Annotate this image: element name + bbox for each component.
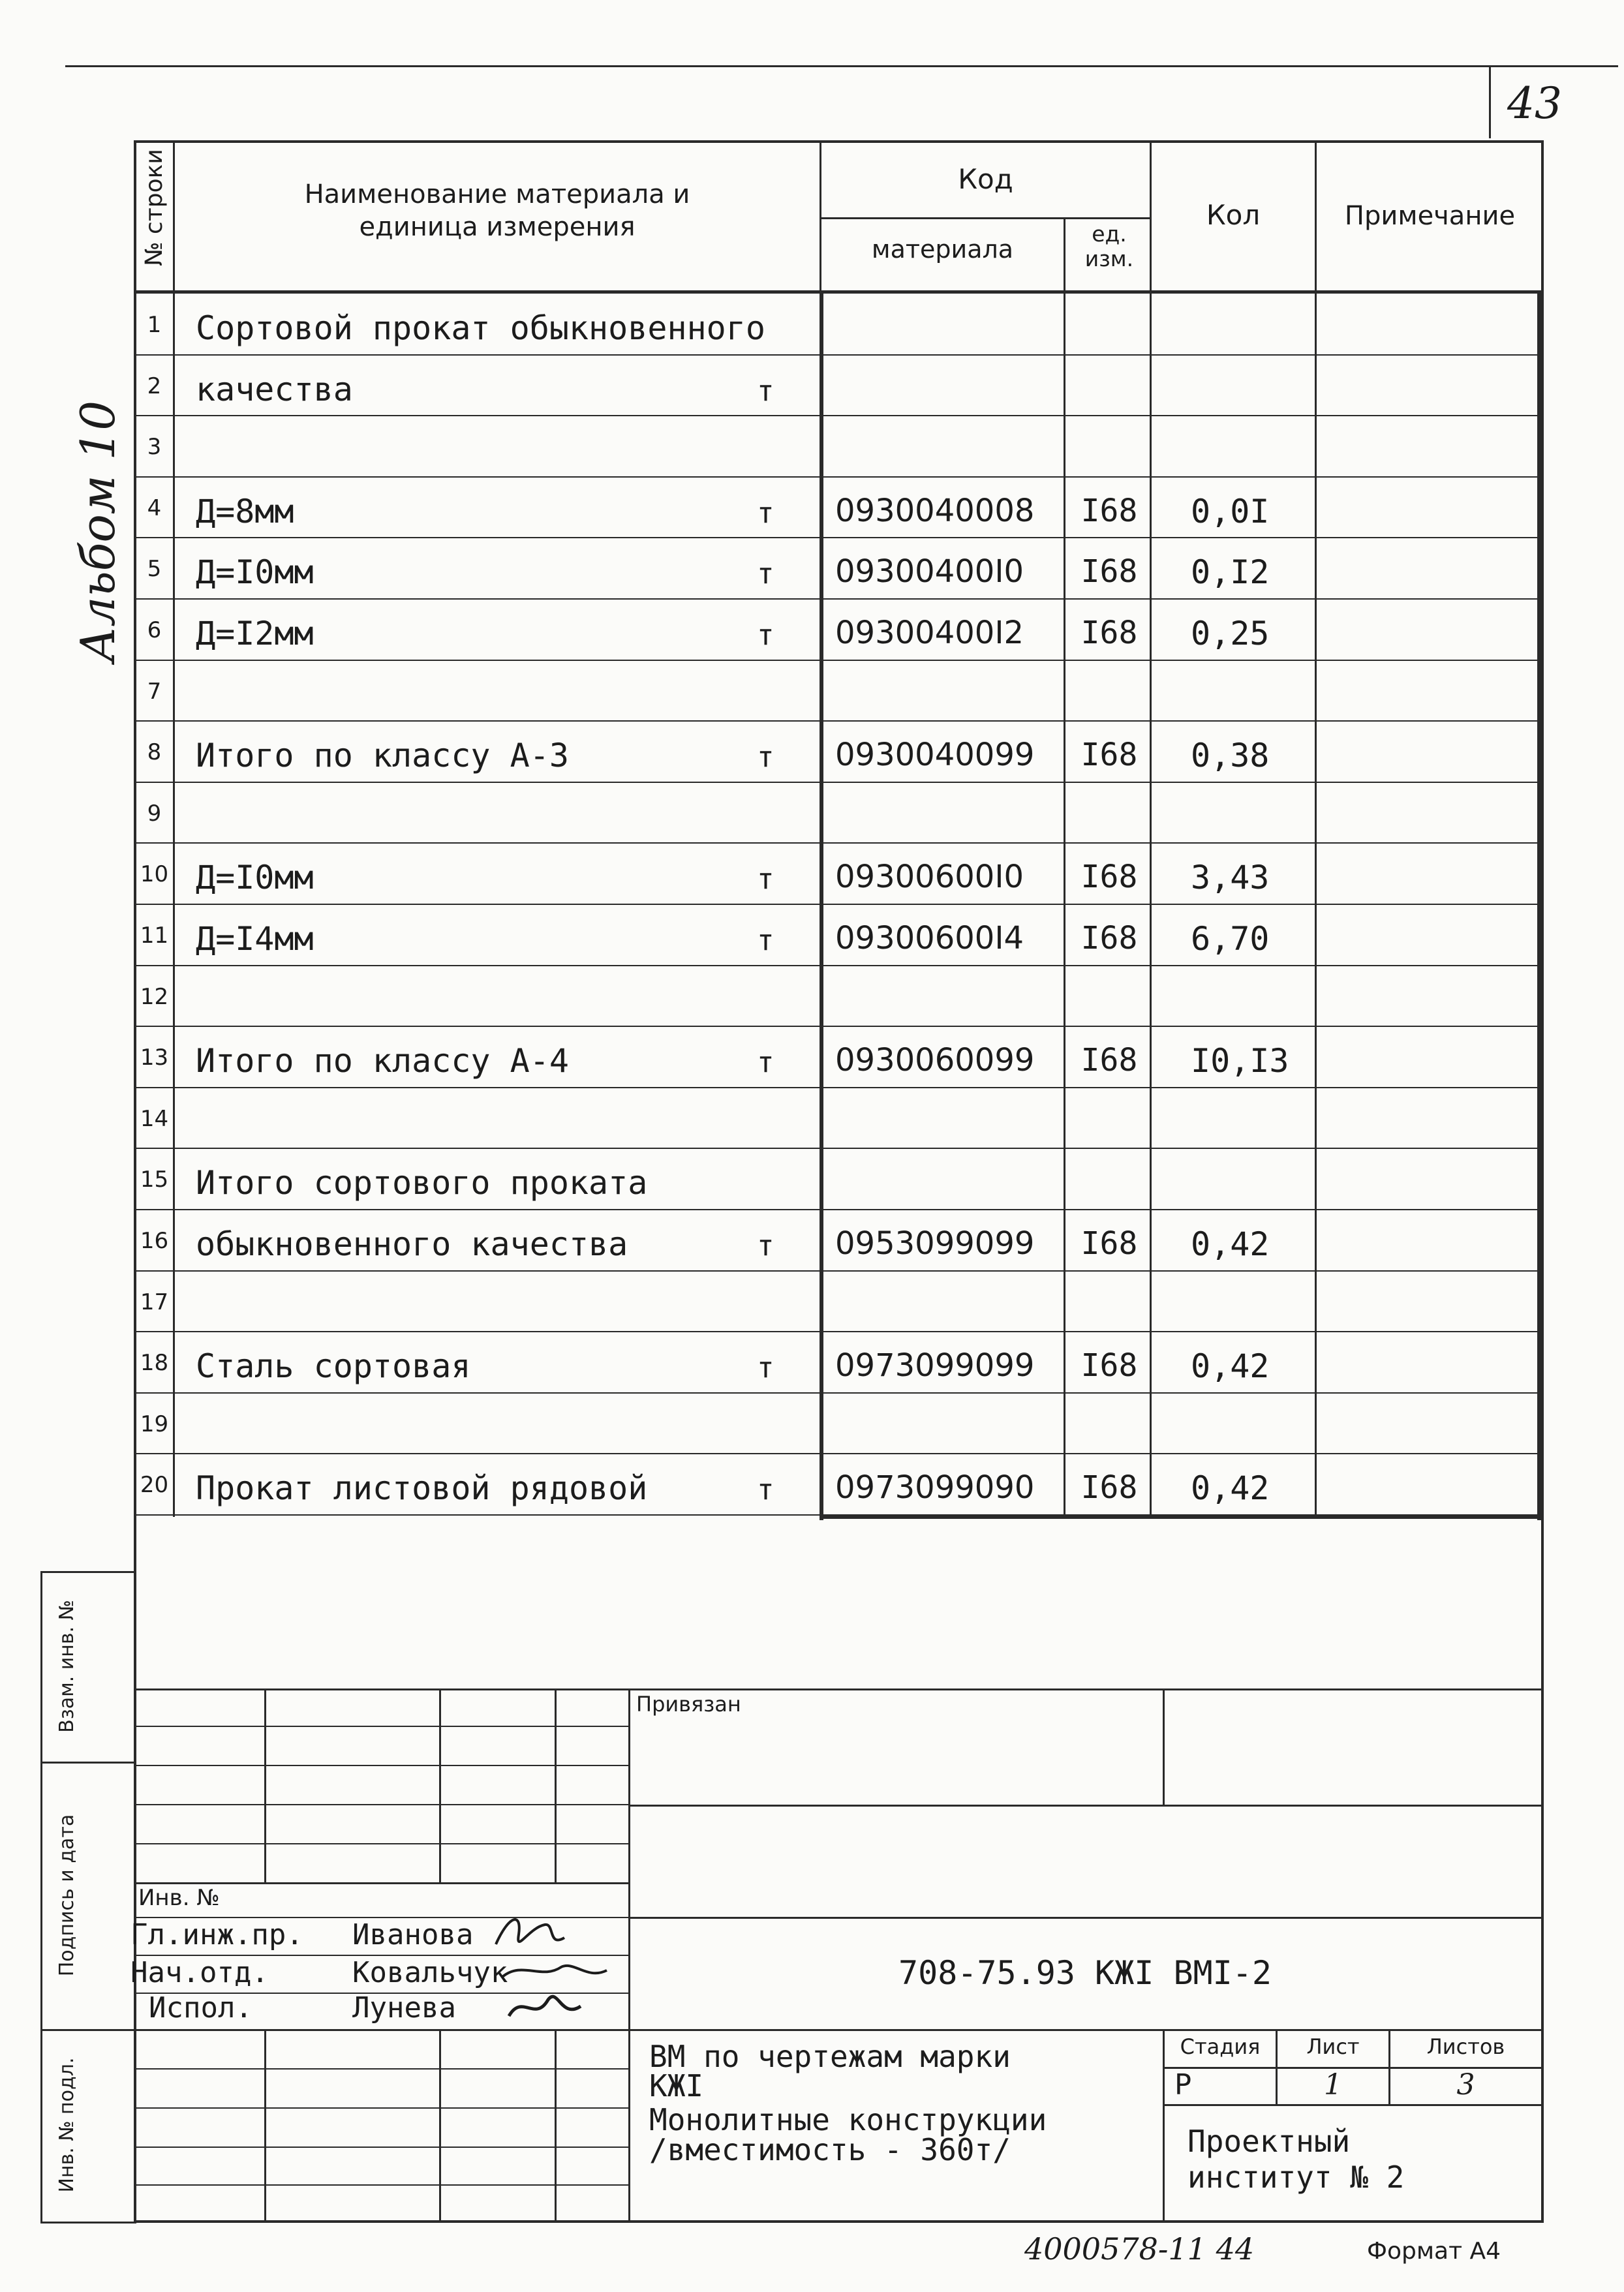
row-quantity: 0,I2 <box>1191 553 1270 591</box>
row-unit: т <box>757 863 774 896</box>
row-divider <box>134 965 1543 966</box>
row-number: 17 <box>140 1289 169 1315</box>
row-quantity: 0,42 <box>1191 1469 1270 1507</box>
row-unit: т <box>757 1046 774 1079</box>
row-quantity: 0,42 <box>1191 1347 1270 1385</box>
stamp-grid-v5 <box>439 2029 441 2222</box>
row-unit: т <box>757 1351 774 1384</box>
row-divider <box>134 415 1543 416</box>
stamp-grid-v3 <box>555 1688 557 1884</box>
header-quantity: Кол <box>1206 199 1261 231</box>
col-divider-rowno <box>173 140 175 1517</box>
organization-line2: институт № 2 <box>1187 2160 1405 2195</box>
row-divider <box>134 782 1543 783</box>
row-quantity: I0,I3 <box>1191 1042 1289 1080</box>
header-bottom-border <box>134 290 1543 294</box>
row-material-name: Итого сортового проката <box>196 1164 648 1202</box>
row-divider <box>134 354 1543 356</box>
stamp-grid-v2 <box>439 1688 441 1884</box>
privyazan-label: Привязан <box>636 1692 741 1717</box>
row-number: 2 <box>147 373 162 399</box>
row-unit-code: I68 <box>1080 493 1138 529</box>
side-strip-bottom <box>40 2222 135 2223</box>
row-unit: т <box>757 497 774 530</box>
stage-value: Р <box>1174 2068 1192 2101</box>
stamp-grid-h3 <box>134 1804 630 1805</box>
row-divider <box>134 1270 1543 1272</box>
stamp-right-border <box>1541 1563 1544 2223</box>
side-label-podpis: Подпись и дата <box>55 1814 78 1977</box>
row-divider <box>134 1209 1543 1210</box>
sheet-header: Лист <box>1306 2034 1360 2059</box>
row-divider <box>134 1453 1543 1454</box>
row-material-name: Итого по классу А-4 <box>196 1042 569 1080</box>
row-unit-code: I68 <box>1080 1042 1138 1078</box>
stamp-grid-h4 <box>134 1843 630 1844</box>
row-divider <box>134 1026 1543 1027</box>
row-divider <box>134 1331 1543 1332</box>
stamp-title-line2: КЖI <box>649 2068 704 2103</box>
row-unit-code: I68 <box>1080 1347 1138 1384</box>
row-material-code: 09300400I2 <box>835 615 1024 651</box>
stamp-left-border <box>134 1571 136 2223</box>
row-material-name: качества <box>196 371 353 408</box>
row-divider <box>134 537 1543 538</box>
row-divider <box>134 1087 1543 1088</box>
ispol-label: Испол. <box>149 1991 253 2025</box>
row-material-code: 09300400I0 <box>835 553 1024 590</box>
row-material-name: Д=I2мм <box>196 615 314 652</box>
row-unit-code: I68 <box>1080 615 1138 651</box>
row-unit-code: I68 <box>1080 737 1138 773</box>
row-unit-code: I68 <box>1080 553 1138 590</box>
row-unit: т <box>757 619 774 652</box>
row-quantity: 0,38 <box>1191 737 1270 774</box>
row-divider <box>134 904 1543 905</box>
nach-otd-name: Ковальчук <box>352 1956 508 1989</box>
stamp-grid-v1 <box>264 1688 266 1884</box>
table-right-border <box>1541 140 1544 1563</box>
row-number: 14 <box>140 1106 169 1132</box>
row-unit-code: I68 <box>1080 1469 1138 1506</box>
stamp-grid-v4 <box>264 2029 266 2222</box>
row-material-name: Д=I0мм <box>196 859 314 896</box>
ispol-name: Лунева <box>352 1991 456 2025</box>
row-material-code: 0953099099 <box>835 1225 1035 1262</box>
table-top-border <box>134 140 1543 143</box>
row-material-name: Д=I0мм <box>196 553 314 591</box>
row-divider <box>134 1514 1543 1516</box>
side-strip-left <box>40 1571 42 2223</box>
row-divider <box>134 1148 1543 1149</box>
header-name-line2: единица измерения <box>359 212 636 242</box>
stamp-grid-h2 <box>134 1765 630 1766</box>
row-unit: т <box>757 374 774 408</box>
row-divider <box>134 598 1543 600</box>
stamp-privyazan-bottom <box>628 1805 1542 1807</box>
header-row-number: № строки <box>141 149 168 266</box>
row-number: 15 <box>140 1167 169 1193</box>
row-divider <box>134 660 1543 661</box>
stamp-grid-h13 <box>134 2184 630 2186</box>
row-material-name: Прокат листовой рядовой <box>196 1469 648 1507</box>
row-unit: т <box>757 924 774 957</box>
row-material-name: обыкновенного качества <box>196 1225 628 1263</box>
row-material-name: Д=I4мм <box>196 920 314 958</box>
row-quantity: 3,43 <box>1191 859 1270 896</box>
stamp-grid-h1 <box>134 1726 630 1727</box>
row-number: 10 <box>140 861 169 887</box>
nach-otd-label: Нач.отд. <box>130 1956 269 1989</box>
data-frame-left <box>820 294 823 1520</box>
row-number: 13 <box>140 1045 169 1071</box>
header-code-material: материала <box>871 235 1014 264</box>
row-unit: т <box>757 557 774 590</box>
document-code: 708-75.93 КЖI ВМI-2 <box>898 1954 1272 1992</box>
row-number: 7 <box>147 679 162 705</box>
stamp-grid-h10 <box>134 2068 630 2070</box>
row-unit: т <box>757 741 774 774</box>
row-material-code: 0930040008 <box>835 493 1035 529</box>
row-unit: т <box>757 1473 774 1506</box>
row-material-name: Сортовой прокат обыкновенного <box>196 309 765 347</box>
row-number: 18 <box>140 1350 169 1376</box>
stamp-top-line <box>134 1688 1543 1690</box>
stamp-bottom-border <box>134 2220 1543 2223</box>
stamp-code-bottom <box>628 2029 1542 2031</box>
row-unit-code: I68 <box>1080 1225 1138 1262</box>
stamp-title-line4: /вместимость - 360т/ <box>649 2132 1011 2167</box>
row-material-code: 0973099090 <box>835 1469 1035 1506</box>
stage-header: Стадия <box>1180 2034 1261 2059</box>
row-number: 20 <box>140 1472 169 1498</box>
inv-no-label: Инв. № <box>138 1885 220 1911</box>
row-material-name: Сталь сортовая <box>196 1347 471 1385</box>
row-divider <box>134 1392 1543 1394</box>
row-divider <box>134 842 1543 844</box>
header-name-line1: Наименование материала и <box>304 179 690 209</box>
row-number: 3 <box>147 434 162 460</box>
col-divider-qty <box>1315 140 1317 1517</box>
stamp-grid-h11 <box>134 2107 630 2109</box>
sheets-value: 3 <box>1456 2068 1475 2101</box>
row-quantity: 0,25 <box>1191 615 1270 652</box>
row-quantity: 6,70 <box>1191 920 1270 958</box>
row-number: 9 <box>147 801 162 827</box>
row-material-code: 0973099099 <box>835 1347 1035 1384</box>
album-mark: Альбом 10 <box>70 400 125 662</box>
row-number: 1 <box>147 312 162 338</box>
gl-inzh-label: Гл.инж.пр. <box>130 1918 303 1951</box>
footer-handwritten-number: 4000578-11 44 <box>1024 2231 1255 2267</box>
stamp-title-line1: ВМ по чертежам марки <box>649 2039 1011 2074</box>
row-material-name: Итого по классу А-3 <box>196 737 569 774</box>
row-unit-code: I68 <box>1080 859 1138 895</box>
row-unit: т <box>757 1229 774 1262</box>
row-divider <box>134 720 1543 722</box>
stamp-stage-value-bottom <box>1163 2104 1541 2106</box>
row-material-code: 0930040099 <box>835 737 1035 773</box>
sheet-value: 1 <box>1324 2068 1342 2101</box>
row-number: 11 <box>140 923 169 949</box>
page-number-divider <box>1489 65 1491 138</box>
row-divider <box>134 476 1543 478</box>
header-code-split <box>820 217 1151 219</box>
side-label-inv-podl: Инв. № подл. <box>55 2057 78 2193</box>
row-material-name: Д=8мм <box>196 493 294 530</box>
row-number: 19 <box>140 1411 169 1437</box>
header-code-unit: ед. изм. <box>1084 221 1134 271</box>
row-number: 5 <box>147 556 162 582</box>
row-material-code: 09300600I4 <box>835 920 1024 956</box>
data-frame-right <box>1537 294 1541 1520</box>
stamp-grid-v6 <box>555 2029 557 2222</box>
row-unit-code: I68 <box>1080 920 1138 956</box>
top-rule <box>65 65 1618 67</box>
sheets-header: Листов <box>1426 2034 1505 2059</box>
stamp-privyazan-divider <box>1163 1688 1165 1805</box>
row-quantity: 0,0I <box>1191 493 1270 530</box>
row-number: 12 <box>140 984 169 1010</box>
page-number: 43 <box>1507 78 1562 129</box>
row-number: 16 <box>140 1228 169 1254</box>
row-number: 4 <box>147 495 162 521</box>
side-label-vzam: Взам. инв. № <box>55 1600 78 1733</box>
stamp-title-line3: Монолитные конструкции <box>649 2102 1047 2137</box>
gl-inzh-name: Иванова <box>352 1918 474 1951</box>
row-number: 8 <box>147 739 162 765</box>
stamp-code-top <box>628 1917 1542 1919</box>
stamp-grid-h5 <box>134 1882 630 1884</box>
row-number: 6 <box>147 617 162 643</box>
stamp-grid-h12 <box>134 2147 630 2148</box>
signature-marks <box>483 1908 633 2032</box>
header-code: Код <box>958 163 1013 195</box>
row-material-code: 0930060099 <box>835 1042 1035 1078</box>
format-label: Формат А4 <box>1367 2238 1501 2265</box>
side-strip-div1 <box>40 1762 135 1764</box>
row-quantity: 0,42 <box>1191 1225 1270 1263</box>
row-material-code: 09300600I0 <box>835 859 1024 895</box>
col-divider-unit <box>1150 140 1152 1517</box>
header-note: Примечание <box>1344 201 1516 231</box>
organization-line1: Проектный <box>1187 2124 1351 2159</box>
col-divider-code <box>1064 217 1065 1516</box>
